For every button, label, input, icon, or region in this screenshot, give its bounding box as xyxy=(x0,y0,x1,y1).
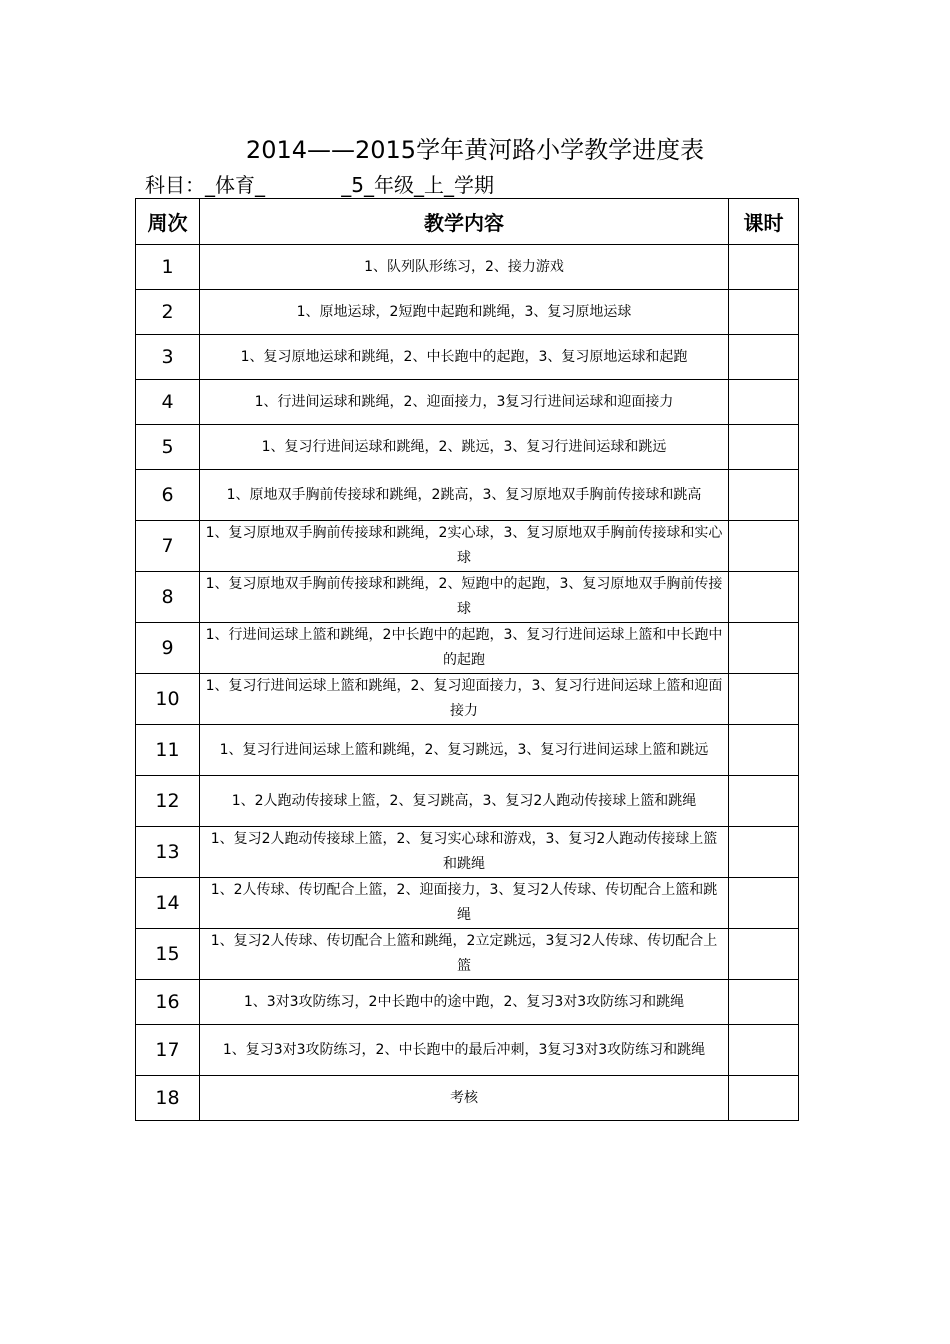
table-row xyxy=(136,380,799,425)
week-cell: 17 xyxy=(136,1025,200,1076)
table-row xyxy=(136,929,799,980)
table-row xyxy=(136,470,799,521)
content-cell: 1、2人跑动传接球上篮，2、复习跳高，3、复习2人跑动传接球上篮和跳绳 xyxy=(200,776,729,827)
hours-cell xyxy=(729,878,799,929)
table-row xyxy=(136,674,799,725)
week-cell: 13 xyxy=(136,827,200,878)
table-row xyxy=(136,1025,799,1076)
hours-cell xyxy=(729,1076,799,1121)
header-week: 周次 xyxy=(136,199,200,245)
content-cell: 1、复习3对3攻防练习，2、中长跑中的最后冲刺，3复习3对3攻防练习和跳绳 xyxy=(200,1025,729,1076)
hours-cell xyxy=(729,380,799,425)
header-content: 教学内容 xyxy=(200,199,729,245)
hours-cell xyxy=(729,572,799,623)
subject-grade-line: 科目：_体育_ _5_年级_上_学期 xyxy=(145,173,495,197)
week-cell: 2 xyxy=(136,290,200,335)
content-cell: 1、原地双手胸前传接球和跳绳，2跳高，3、复习原地双手胸前传接球和跳高 xyxy=(200,470,729,521)
table-row xyxy=(136,1076,799,1121)
content-cell: 1、复习原地双手胸前传接球和跳绳，2实心球，3、复习原地双手胸前传接球和实心球 xyxy=(200,521,729,572)
content-cell: 1、复习原地双手胸前传接球和跳绳，2、短跑中的起跑，3、复习原地双手胸前传接球 xyxy=(200,572,729,623)
week-cell: 5 xyxy=(136,425,200,470)
page-title: 2014——2015学年黄河路小学教学进度表 xyxy=(245,136,705,164)
week-cell: 4 xyxy=(136,380,200,425)
table-row xyxy=(136,878,799,929)
week-cell: 7 xyxy=(136,521,200,572)
content-cell: 1、复习原地运球和跳绳，2、中长跑中的起跑，3、复习原地运球和起跑 xyxy=(200,335,729,380)
content-cell: 1、复习2人传球、传切配合上篮和跳绳，2立定跳远，3复习2人传球、传切配合上篮 xyxy=(200,929,729,980)
week-cell: 14 xyxy=(136,878,200,929)
table-row xyxy=(136,725,799,776)
week-cell: 10 xyxy=(136,674,200,725)
week-cell: 3 xyxy=(136,335,200,380)
hours-cell xyxy=(729,470,799,521)
week-cell: 18 xyxy=(136,1076,200,1121)
hours-cell xyxy=(729,521,799,572)
table-row xyxy=(136,521,799,572)
content-cell: 1、复习行进间运球和跳绳，2、跳远，3、复习行进间运球和跳远 xyxy=(200,425,729,470)
hours-cell xyxy=(729,674,799,725)
content-cell: 1、3对3攻防练习，2中长跑中的途中跑，2、复习3对3攻防练习和跳绳 xyxy=(200,980,729,1025)
table-row xyxy=(136,827,799,878)
hours-cell xyxy=(729,1025,799,1076)
hours-cell xyxy=(729,290,799,335)
content-cell: 1、队列队形练习，2、接力游戏 xyxy=(200,245,729,290)
content-cell: 1、2人传球、传切配合上篮，2、迎面接力，3、复习2人传球、传切配合上篮和跳绳 xyxy=(200,878,729,929)
week-cell: 16 xyxy=(136,980,200,1025)
week-cell: 11 xyxy=(136,725,200,776)
hours-cell xyxy=(729,980,799,1025)
week-cell: 6 xyxy=(136,470,200,521)
content-cell: 1、复习行进间运球上篮和跳绳，2、复习迎面接力，3、复习行进间运球上篮和迎面接力 xyxy=(200,674,729,725)
hours-cell xyxy=(729,425,799,470)
hours-cell xyxy=(729,335,799,380)
content-cell: 考核 xyxy=(200,1076,729,1121)
content-cell: 1、复习2人跑动传接球上篮，2、复习实心球和游戏，3、复习2人跑动传接球上篮和跳绳 xyxy=(200,827,729,878)
table-row xyxy=(136,335,799,380)
week-cell: 1 xyxy=(136,245,200,290)
table-row xyxy=(136,425,799,470)
header-hours: 课时 xyxy=(729,199,799,245)
content-cell: 1、原地运球，2短跑中起跑和跳绳，3、复习原地运球 xyxy=(200,290,729,335)
schedule-table xyxy=(135,198,799,1121)
table-header-row xyxy=(136,199,799,245)
hours-cell xyxy=(729,725,799,776)
week-cell: 15 xyxy=(136,929,200,980)
week-cell: 8 xyxy=(136,572,200,623)
table-row xyxy=(136,572,799,623)
hours-cell xyxy=(729,245,799,290)
content-cell: 1、行进间运球上篮和跳绳，2中长跑中的起跑，3、复习行进间运球上篮和中长跑中的起跑 xyxy=(200,623,729,674)
hours-cell xyxy=(729,623,799,674)
content-cell: 1、复习行进间运球上篮和跳绳，2、复习跳远，3、复习行进间运球上篮和跳远 xyxy=(200,725,729,776)
hours-cell xyxy=(729,929,799,980)
table-row xyxy=(136,623,799,674)
week-cell: 9 xyxy=(136,623,200,674)
hours-cell xyxy=(729,776,799,827)
table-row xyxy=(136,290,799,335)
table-row xyxy=(136,245,799,290)
table-row xyxy=(136,980,799,1025)
hours-cell xyxy=(729,827,799,878)
week-cell: 12 xyxy=(136,776,200,827)
content-cell: 1、行进间运球和跳绳，2、迎面接力，3复习行进间运球和迎面接力 xyxy=(200,380,729,425)
table-row xyxy=(136,776,799,827)
